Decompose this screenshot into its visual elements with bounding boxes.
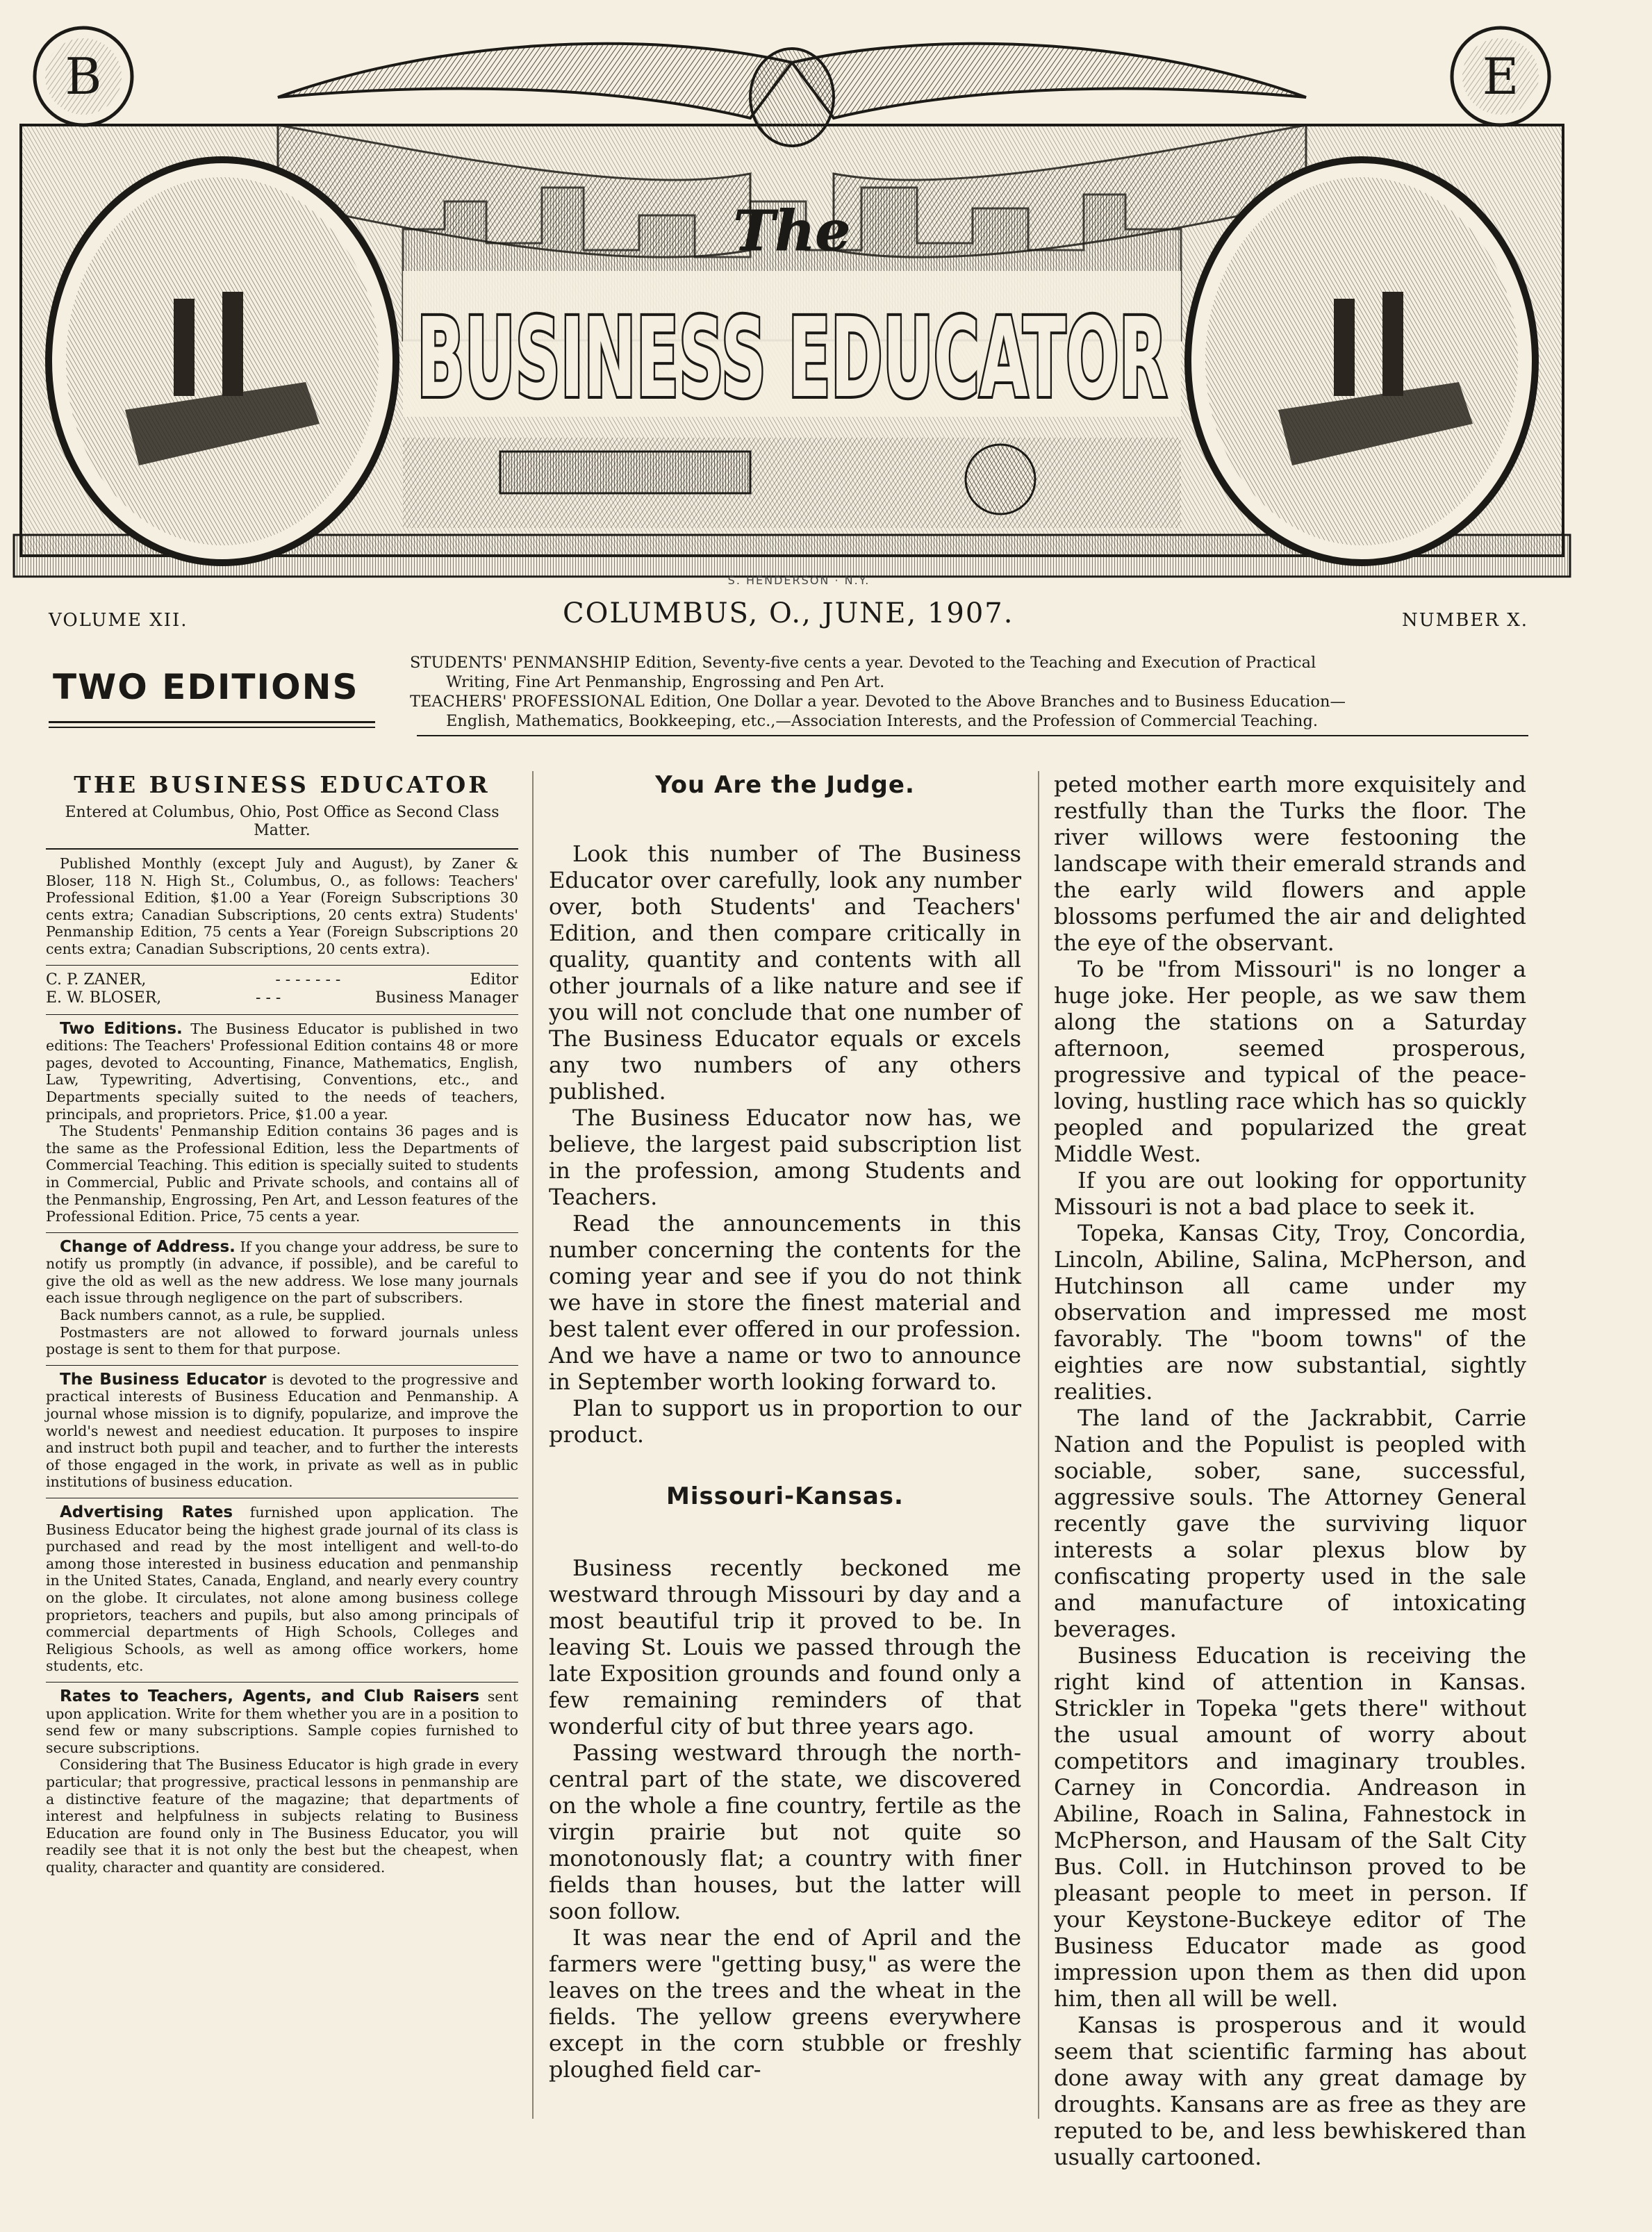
rates-text: sent upon application. Write for them whether you are in a position to send few or many subscriptions. Sample copies furnished to secure subscriptions. [46, 1687, 518, 1756]
postmasters-note: Postmasters are not allowed to forward journals unless postage is sent to them for that purpose. [46, 1323, 518, 1358]
editions-rule [49, 727, 375, 728]
staff-row [46, 971, 518, 989]
article-paragraph: Look this number of The Business Educator over carefully, look any number over, both Students' and Teachers' Edition, and then compare critically in quality, quantity and contents with all other journals of a like nature and see if you will not conclude that one number of The Business Educator equals or excels any two numbers of any others published. [549, 841, 1021, 1105]
rule [46, 1365, 518, 1366]
article-paragraph: The Business Educator now has, we believe, the largest paid subscription list in the profession, among Students and Teachers. [549, 1105, 1021, 1210]
article-paragraph: Business recently beckoned me westward through Missouri by day and a most beautiful trip it proved to be. In leaving St. Louis we passed through the late Exposition grounds and found only a few remaining reminders of that wonderful city of but three years ago. [549, 1555, 1021, 1739]
column-continued-article [1054, 771, 1526, 2170]
column-editorials [549, 771, 1021, 2083]
change-of-address-text: If you change your address, be sure to notify us promptly (in advance, if possible), and be careful to give the old as well as the new address. We lose many journals each issue through negligence on the part of subscribers. [46, 1238, 518, 1307]
change-of-address-lead: Change of Address. [60, 1237, 236, 1256]
article-paragraph: The land of the Jackrabbit, Carrie Nation and the Populist is peopled with sociable, sober, sane, successful, aggressive souls. The Attorney General recently gave the surviving liquor interests a solar plexus blow by confiscating property used in the sale and manufacture of intoxicating beverages. [1054, 1405, 1526, 1642]
staff-role: Editor [470, 970, 518, 989]
engraver-credit: S. HENDERSON · N.Y. [727, 574, 870, 587]
editions-line: STUDENTS' PENMANSHIP Edition, Seventy-five cents a year. Devoted to the Teaching and Execution of Practical [410, 654, 1316, 672]
issue-line [49, 597, 1528, 639]
article-paragraph: It was near the end of April and the farmers were "getting busy," as were the leaves on the trees and the wheat in the fields. The yellow greens everywhere except in the corn stubble or freshly ploughed field car- [549, 1924, 1021, 2083]
article-paragraph: To be "from Missouri" is no longer a huge joke. Her people, as we saw them along the stations on a Saturday afternoon, seemed prosperous, progressive and typical of the peace-loving, hustling race which has so quickly peopled and popularized the great Middle West. [1054, 956, 1526, 1167]
volume-number: VOLUME XII. [49, 610, 188, 631]
advertising-text: furnished upon application. The Business Educator being the highest grade journal of its class is purchased and read by the most intelligent and well-to-do among those interested in business education and penmanship in the United States, Canada, England, and nearly every country on the globe. It circulates, not alone among business college proprietors, teachers and pupils, but also among principals of commercial departments of High Schools, Colleges and Religious Schools, as well as among office workers, home students, etc. [46, 1504, 518, 1675]
masthead-script-word: The [733, 198, 851, 263]
heading-missouri-kansas: Missouri-Kansas. [666, 1482, 904, 1510]
staff-list [46, 971, 518, 1007]
issue-number: NUMBER X. [1402, 610, 1528, 631]
staff-name: C. P. ZANER, [46, 970, 147, 989]
students-edition-text: The Students' Penmanship Edition contains 36 pages and is the same as the Professional Edition, less the Departments of Commercial Teaching. This edition is specially suited to students in Commercial, Public and Private schools, and contains all of the Penmanship, Engrossing, Pen Art, and Lesson features of the Professional Edition. Price, 75 cents a year. [46, 1123, 518, 1225]
mission-lead: The Business Educator [60, 1370, 267, 1389]
two-editions-text: The Business Educator is published in two editions: The Teachers' Professional Edition contains 48 or more pages, devoted to Accounting, Finance, Mathematics, English, Law, Typewriting, Advertising, Conventions, etc., and Departments specially suited to the needs of teachers, principals, and proprietors. Price, $1.00 a year. [46, 1020, 518, 1123]
column-divider [532, 771, 534, 2119]
publication-terms: Published Monthly (except July and August), by Zaner & Bloser, 118 N. High St., Columbus, O., as follows: Teachers' Professional Edition, $1.00 a Year (Foreign Subscriptions 30 cents extra; Canadian Subscriptions, 20 cents extra) Students' Penmanship Edition, 75 cents a Year (Foreign Subscriptions 20 cents extra; Canadian Subscriptions, 20 cents extra). [46, 855, 518, 957]
issue-date: COLUMBUS, O., JUNE, 1907. [563, 597, 1014, 629]
editions-line: English, Mathematics, Bookkeeping, etc.,—Association Interests, and the Profession of Commercial Teaching. [446, 712, 1319, 730]
staff-role: Business Manager [375, 989, 518, 1007]
editions-rule [49, 721, 375, 723]
two-editions-lead: Two Editions. [60, 1019, 183, 1038]
considering-text: Considering that The Business Educator is high grade in every particular; that progressive, practical lessons in penmanship are a distinctive feature of the magazine; that departments of interest and helpfulness in subjects relating to Business Education are found only in The Business Educator, you will readily see that it is not only the best but the cheapest, when quality, character and quantity are considered. [46, 1756, 518, 1876]
advertising-lead: Advertising Rates [60, 1503, 233, 1521]
article-paragraph: Topeka, Kansas City, Troy, Concordia, Lincoln, Abiline, Salina, McPherson, and Hutchinson all came under my observation and impressed me most favorably. The "boom towns" of the eighties are now substantial, sightly realities. [1054, 1220, 1526, 1405]
article-paragraph: Plan to support us in proportion to our product. [549, 1395, 1021, 1448]
masthead-engraving [14, 21, 1570, 584]
entered-notice: Entered at Columbus, Ohio, Post Office as Second Class Matter. [65, 804, 499, 839]
article-paragraph: Read the announcements in this number concerning the contents for the coming year and see if you do not think we have in store the finest material and best talent ever offered in our profession. And we have a name or two to announce in September worth looking forward to. [549, 1210, 1021, 1395]
editions-line: TEACHERS' PROFESSIONAL Edition, One Dollar a year. Devoted to the Above Branches and to Business Education— [410, 693, 1346, 711]
staff-dashes: - - - [256, 989, 281, 1007]
rule [46, 848, 518, 850]
article-paragraph: Kansas is prosperous and it would seem that scientific farming has about done away with any great damage by droughts. Kansans are as free as they are reputed to be, and less bewhiskered than usually cartooned. [1054, 2012, 1526, 2170]
staff-name: E. W. BLOSER, [46, 989, 162, 1007]
editions-title: TWO EDITIONS [53, 667, 359, 707]
rule [46, 1232, 518, 1233]
initial-left: B [65, 47, 102, 106]
column-divider [1038, 771, 1039, 2119]
article-paragraph: peted mother earth more exquisitely and restfully than the Turks the floor. The river willows were festooning the landscape with their emerald strands and the early wild flowers and apple blossoms perfumed the air and delighted the eye of the observant. [1054, 771, 1526, 956]
rates-lead: Rates to Teachers, Agents, and Club Raisers [60, 1687, 480, 1705]
editions-line: Writing, Fine Art Penmanship, Engrossing and Pen Art. [446, 673, 885, 691]
rule [46, 1014, 518, 1015]
column-publication-info [46, 771, 518, 1876]
rule [46, 1682, 518, 1683]
box-title: THE BUSINESS EDUCATOR [74, 771, 490, 798]
mission-text: is devoted to the progressive and practical interests of Business Education and Penmanship. A journal whose mission is to dignify, popularize, and improve the world's newest and neediest education. It purposes to inspire and instruct both pupil and teacher, and to further the interests of those engaged in the work, in private as well as in public institutions of business education. [46, 1371, 518, 1491]
rule [46, 965, 518, 966]
masthead-title: BUSINESS EDUCATOR [417, 295, 1167, 422]
masthead-illustration [14, 21, 1570, 584]
staff-row [46, 989, 518, 1007]
back-numbers-note: Back numbers cannot, as a rule, be supplied. [60, 1307, 386, 1324]
editions-text [410, 653, 1528, 731]
article-paragraph: If you are out looking for opportunity Missouri is not a bad place to seek it. [1054, 1167, 1526, 1220]
staff-dashes: - - - - - - - [275, 970, 341, 989]
editions-banner [49, 653, 1528, 736]
heading-you-are-the-judge: You Are the Judge. [655, 771, 915, 799]
initial-right: E [1482, 47, 1519, 106]
editions-rule [417, 735, 1528, 736]
article-paragraph: Passing westward through the north-central part of the state, we discovered on the whole a fine country, fertile as the virgin prairie but not quite so monotonously flat; a country with finer fields than houses, but the latter will soon follow. [549, 1739, 1021, 1924]
article-paragraph: Business Education is receiving the right kind of attention in Kansas. Strickler in Topeka "gets there" without the usual amount of worry about competitors and imaginary troubles. Carney in Concordia. Andreason in Abiline, Roach in Salina, Fahnestock in McPherson, and Hausam of the Salt City Bus. Coll. in Hutchinson proved to be pleasant people to meet in person. If your Keystone-Buckeye editor of The Business Educator made as good impression upon them as then did upon him, then all will be well. [1054, 1642, 1526, 2012]
